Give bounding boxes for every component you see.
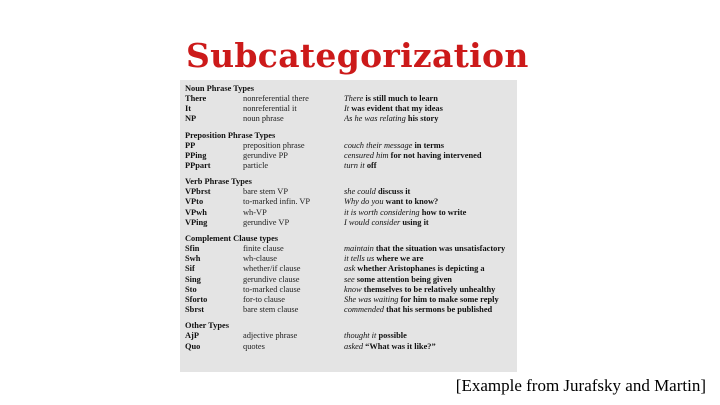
example xyxy=(344,305,517,315)
section-title: Complement Clause types xyxy=(185,234,279,244)
example-complement: for him to make some reply xyxy=(398,295,499,305)
type-tag: Swh xyxy=(185,254,201,264)
example xyxy=(344,187,517,197)
example-verb-context: I would consider xyxy=(344,217,401,227)
example-complement: want to know? xyxy=(383,197,439,207)
type-tag: Sfin xyxy=(185,244,200,254)
type-tag: Sforto xyxy=(185,295,208,305)
type-description: adjective phrase xyxy=(243,331,298,341)
example xyxy=(344,275,517,285)
example-complement: how to write xyxy=(419,207,467,217)
table-row xyxy=(185,114,517,124)
table-row xyxy=(185,94,517,104)
type-tag: Sing xyxy=(185,274,201,284)
table-section xyxy=(185,177,517,228)
table-section xyxy=(185,234,517,315)
example xyxy=(344,285,517,295)
type-description: gerundive clause xyxy=(243,274,300,284)
example-complement: is still much to learn xyxy=(363,94,438,103)
table-row xyxy=(185,275,517,285)
table-section xyxy=(185,321,517,351)
type-description: quotes xyxy=(243,341,265,351)
example-complement: where we are xyxy=(374,254,424,264)
example xyxy=(344,342,517,352)
type-description: nonreferential it xyxy=(243,104,297,114)
example-complement: whether Aristophanes is depicting a xyxy=(355,264,485,274)
example xyxy=(344,254,517,264)
type-description: for-to clause xyxy=(243,295,285,305)
example-verb-context: commended xyxy=(344,305,384,315)
type-tag: Sif xyxy=(185,264,195,274)
example-verb-context: couch their message xyxy=(344,140,413,150)
type-tag: PPing xyxy=(185,150,207,160)
table-section xyxy=(185,84,517,125)
type-description: wh-clause xyxy=(243,254,277,264)
example-complement: themselves to be relatively unhealthy xyxy=(361,284,496,294)
type-description: wh-VP xyxy=(243,207,267,217)
example xyxy=(344,244,517,254)
example-verb-context: She was waiting xyxy=(344,295,399,305)
table-row xyxy=(185,254,517,264)
example-verb-context: see xyxy=(344,274,355,284)
example-verb-context: There xyxy=(344,94,364,103)
type-description: to-marked clause xyxy=(243,284,301,294)
example-complement: “What was it like?” xyxy=(363,341,436,351)
example xyxy=(344,114,517,124)
type-tag: PPpart xyxy=(185,161,211,171)
table-row xyxy=(185,151,517,161)
table-row xyxy=(185,197,517,207)
type-tag: It xyxy=(185,104,192,114)
example-complement: some attention being given xyxy=(354,274,452,284)
type-description: particle xyxy=(243,161,269,171)
example-complement: that the situation was unsatisfactory xyxy=(373,244,506,254)
example xyxy=(344,331,517,341)
table-row xyxy=(185,187,517,197)
type-tag: VPto xyxy=(185,197,204,207)
table-row xyxy=(185,161,517,171)
example-complement: in terms xyxy=(412,140,445,150)
type-tag: AjP xyxy=(185,331,199,341)
table-row xyxy=(185,141,517,151)
example-complement: off xyxy=(364,161,377,171)
type-tag: PP xyxy=(185,140,196,150)
example-verb-context: she could xyxy=(344,187,376,197)
type-description: bare stem VP xyxy=(243,187,288,197)
table-row xyxy=(185,104,517,114)
table-row xyxy=(185,208,517,218)
example-verb-context: know xyxy=(344,284,362,294)
section-title: Verb Phrase Types xyxy=(185,177,252,187)
section-title: Noun Phrase Types xyxy=(185,84,255,93)
example-complement: discuss it xyxy=(375,187,411,197)
type-description: preposition phrase xyxy=(243,140,305,150)
table-row xyxy=(185,331,517,341)
example-complement: possible xyxy=(376,331,407,341)
table-row xyxy=(185,218,517,228)
example-verb-context: thought it xyxy=(344,331,377,341)
example-verb-context: asked xyxy=(344,341,364,351)
example xyxy=(344,141,517,151)
example xyxy=(344,94,517,104)
type-description: bare stem clause xyxy=(243,305,299,315)
example-complement: for not having intervened xyxy=(388,150,482,160)
subcategorization-table xyxy=(180,80,517,372)
table-row xyxy=(185,285,517,295)
type-description: gerundive PP xyxy=(243,150,288,160)
example xyxy=(344,197,517,207)
example-verb-context: As he was relating xyxy=(344,114,406,124)
source-credit: [Example from Jurafsky and Martin] xyxy=(455,376,706,395)
type-description: finite clause xyxy=(243,244,284,254)
table-row xyxy=(185,264,517,274)
example-complement: his story xyxy=(405,114,439,124)
example xyxy=(344,161,517,171)
type-description: whether/if clause xyxy=(243,264,301,274)
example xyxy=(344,218,517,228)
section-title: Preposition Phrase Types xyxy=(185,130,276,140)
example-verb-context: it is worth considering xyxy=(344,207,420,217)
table-row xyxy=(185,295,517,305)
example xyxy=(344,264,517,274)
type-tag: VPbrst xyxy=(185,187,211,197)
example-verb-context: It xyxy=(344,104,350,114)
type-description: nonreferential there xyxy=(243,94,309,103)
example xyxy=(344,151,517,161)
type-tag: VPing xyxy=(185,217,208,227)
example-verb-context: maintain xyxy=(344,244,374,254)
example xyxy=(344,104,517,114)
type-description: gerundive VP xyxy=(243,217,290,227)
page-title: Subcategorization xyxy=(186,36,529,75)
table-section xyxy=(185,131,517,172)
example-complement: was evident that my ideas xyxy=(349,104,443,114)
type-tag: Quo xyxy=(185,341,201,351)
table-row xyxy=(185,244,517,254)
example-complement: that his sermons be published xyxy=(384,305,493,315)
example xyxy=(344,208,517,218)
type-tag: VPwh xyxy=(185,207,207,217)
example-verb-context: Why do you xyxy=(344,197,384,207)
example-verb-context: it tells us xyxy=(344,254,375,264)
type-tag: Sto xyxy=(185,284,197,294)
type-tag: There xyxy=(185,94,207,103)
type-tag: NP xyxy=(185,114,197,124)
type-tag: Sbrst xyxy=(185,305,205,315)
table-row xyxy=(185,305,517,315)
example-verb-context: ask xyxy=(344,264,356,274)
example-verb-context: censured him xyxy=(344,150,389,160)
type-description: to-marked infin. VP xyxy=(243,197,311,207)
section-title: Other Types xyxy=(185,321,229,331)
type-description: noun phrase xyxy=(243,114,284,124)
example xyxy=(344,295,517,305)
table-row xyxy=(185,342,517,352)
example-complement: using it xyxy=(400,217,429,227)
example-verb-context: turn it xyxy=(344,161,365,171)
